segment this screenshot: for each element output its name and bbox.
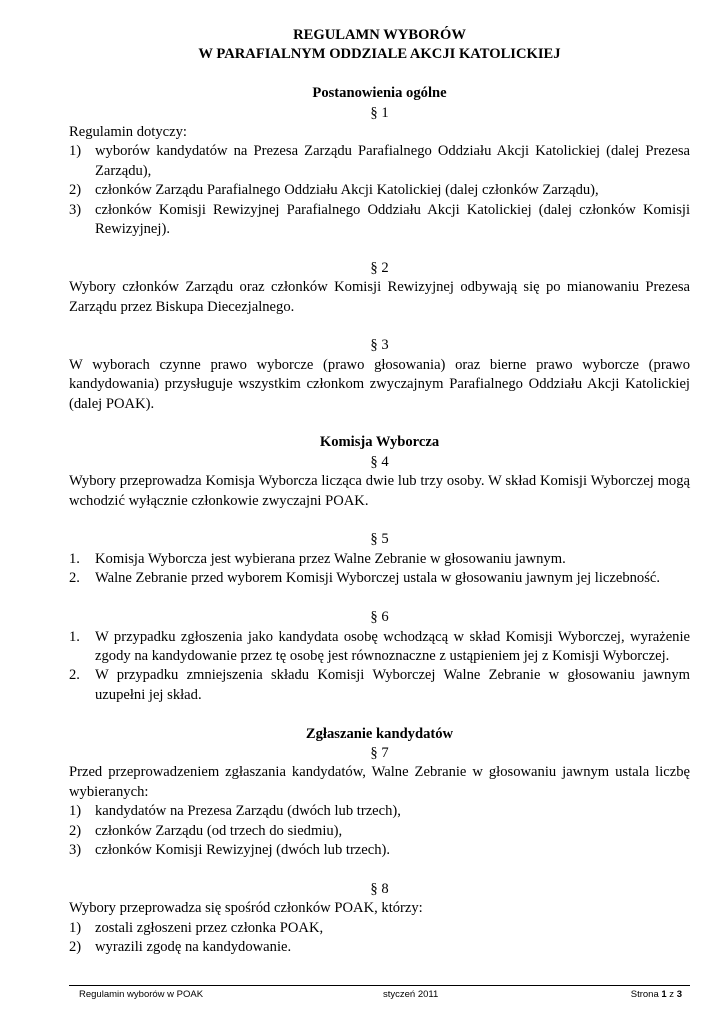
list-item: 3) członków Komisji Rewizyjnej Parafialnego Oddziału Akcji Katolickiej (dalej członków Komisji Rewizyjnej). [69,201,690,238]
paragraph-8-text: Wybory przeprowadza się spośród członków POAK, którzy: [69,900,423,917]
document-page [69,26,690,957]
paragraph-7-list [69,802,690,860]
paragraph-6-list [69,628,690,706]
document-title-line1: REGULAMN WYBORÓW [293,27,466,43]
list-item: 1) zostali zgłoszeni przez członka POAK, [69,919,324,936]
list-item: 3) członków Komisji Rewizyjnej (dwóch lub trzech). [69,841,391,858]
list-item: 2) członków Zarządu (od trzech do siedmiu), [69,822,343,839]
section-heading-general: Postanowienia ogólne [312,85,447,102]
paragraph-8-list [69,919,690,958]
paragraph-number-4: § 4 [370,453,389,470]
list-item: 1. W przypadku zgłoszenia jako kandydata osobę wchodzącą w skład Komisji Wyborczej, wyrażenie zgody na kandydowanie przez tę osobę jest równoznaczne z ustąpieniem jej z Komisji Wyborczej. [69,628,690,664]
list-item: 1) wyborów kandydatów na Prezesa Zarządu Parafialnego Oddziału Akcji Katolickiej (dalej Prezesa Zarządu), [69,143,690,179]
paragraph-number-2: § 2 [370,259,389,276]
footer-date: styczeń 2011 [383,989,439,1000]
paragraph-7-text: Przed przeprowadzeniem zgłaszania kandydatów, Walne Zebranie w głosowaniu jawnym ustala liczbę wybieranych: [69,764,690,800]
list-item: 1. Komisja Wyborcza jest wybierana przez Walne Zebranie w głosowaniu jawnym. [69,550,566,567]
page-footer [69,985,690,1000]
list-item: 2. Walne Zebranie przed wyborem Komisji Wyborczej ustala w głosowaniu jawnym jej liczebność. [69,570,661,587]
paragraph-number-3: § 3 [370,337,389,354]
footer-document-name: Regulamin wyborów w POAK [79,989,204,1000]
paragraph-number-8: § 8 [370,880,389,897]
list-item: 2) członków Zarządu Parafialnego Oddziału Akcji Katolickiej (dalej członków Zarządu), [69,182,599,199]
paragraph-2-text: Wybory członków Zarządu oraz członków Komisji Rewizyjnej odbywają się po mianowaniu Prezesa Zarządu przez Biskupa Diecezjalnego. [69,279,690,315]
paragraph-1-list [69,142,690,239]
footer-page-number: Strona 1 z 3 [630,989,682,1000]
paragraph-4-text: Wybory przeprowadza Komisja Wyborcza licząca dwie lub trzy osoby. W skład Komisji Wyborczej mogą wchodzić wyłącznie członkowie zwyczajni POAK. [69,473,690,509]
list-item: 1) kandydatów na Prezesa Zarządu (dwóch lub trzech), [69,803,401,820]
document-title-line2: W PARAFIALNYM ODDZIALE AKCJI KATOLICKIEJ [198,46,561,63]
paragraph-5-list [69,550,690,589]
paragraph-3-text: W wyborach czynne prawo wyborcze (prawo głosowania) oraz bierne prawo wyborcze (prawo kandydowania) przysługuje wszystkim członkom zwyczajnym Parafialnego Oddziału Akcji Katolickiej (dalej POAK). [69,356,690,412]
paragraph-number-6: § 6 [370,609,389,626]
section-heading-commission: Komisja Wyborcza [319,434,440,451]
paragraph-1-intro: Regulamin dotyczy: [69,124,187,141]
paragraph-number-1: § 1 [370,104,389,121]
paragraph-number-5: § 5 [370,531,389,548]
paragraph-number-7: § 7 [370,744,389,761]
list-item: 2. W przypadku zmniejszenia składu Komisji Wyborczej Walne Zebranie w głosowaniu jawnym uzupełni jej skład. [69,667,690,703]
list-item: 2) wyrazili zgodę na kandydowanie. [69,938,292,955]
section-heading-candidates: Zgłaszanie kandydatów [305,725,454,742]
